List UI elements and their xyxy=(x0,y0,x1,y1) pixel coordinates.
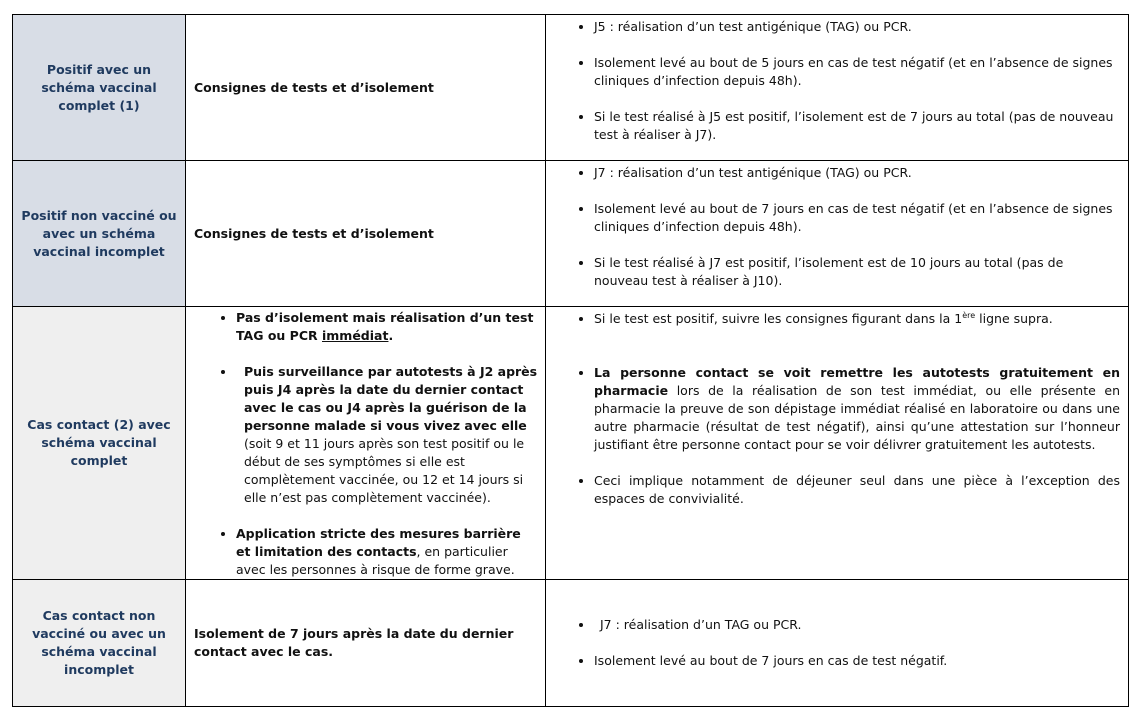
list-item: • Ceci implique notamment de déjeuner seul dans une pièce à l’exception des espaces de convivialité. xyxy=(594,472,1120,508)
details-list xyxy=(556,164,1120,290)
row-details xyxy=(546,15,1129,161)
table-row xyxy=(13,580,1129,707)
detail-text: Si le test est positif, suivre les consignes figurant dans la 1 xyxy=(594,311,963,326)
list-item xyxy=(236,363,539,507)
superscript: ère xyxy=(962,310,976,320)
list-item: • Isolement levé au bout de 7 jours en cas de test négatif. xyxy=(594,652,1120,670)
instruction-bold: Puis surveillance par autotests à J2 après puis J4 après la date du dernier contact avec le cas ou J4 après la guérison de la personne malade si vous vivez avec elle xyxy=(244,364,538,433)
detail-text: ligne supra. xyxy=(975,311,1053,326)
instruction-underline: immédiat xyxy=(322,328,389,343)
row-label: Cas contact (2) avec schéma vaccinal complet xyxy=(13,307,186,580)
list-item: • Isolement levé au bout de 7 jours en cas de test négatif (et en l’absence de signes cliniques d’infection depuis 48h). xyxy=(594,200,1120,236)
row-instructions xyxy=(186,307,546,580)
table-row xyxy=(13,307,1129,580)
row-details xyxy=(546,161,1129,307)
detail-bold: La personne contact se voit remettre les autotests gratuitement en pharmacie xyxy=(594,365,1120,398)
details-list xyxy=(556,18,1120,144)
instruction-end: . xyxy=(388,328,394,343)
table-row xyxy=(13,161,1129,307)
details-list xyxy=(556,616,1120,670)
table-row xyxy=(13,15,1129,161)
list-item: • Si le test réalisé à J5 est positif, l’isolement est de 7 jours au total (pas de nouveau test à réaliser à J7). xyxy=(594,108,1120,144)
instruction-bold: Application stricte des mesures barrière et limitation des contacts xyxy=(236,526,521,559)
list-item: • Isolement levé au bout de 5 jours en cas de test négatif (et en l’absence de signes cliniques d’infection depuis 48h). xyxy=(594,54,1120,90)
list-item xyxy=(594,310,1120,328)
row-details xyxy=(546,307,1129,580)
row-label: Positif avec un schéma vaccinal complet (1) xyxy=(13,15,186,161)
isolation-rules-table xyxy=(12,14,1129,707)
instruction-bold: Pas d’isolement mais réalisation d’un test TAG ou PCR xyxy=(236,310,534,343)
list-item: • J5 : réalisation d’un test antigénique (TAG) ou PCR. xyxy=(594,18,1120,36)
list-item xyxy=(236,525,539,579)
list-item: • Si le test réalisé à J7 est positif, l’isolement est de 10 jours au total (pas de nouveau test à réaliser à J10). xyxy=(594,254,1120,290)
list-item: • J7 : réalisation d’un test antigénique (TAG) ou PCR. xyxy=(594,164,1120,182)
instruction-text: (soit 9 et 11 jours après son test positif ou le début de ses symptômes si elle est complètement vaccinée, ou 12 et 14 jours si elle n’est pas complètement vaccinée). xyxy=(244,436,525,505)
detail-text: lors de la réalisation de son test immédiat, ou elle présente en pharmacie la preuve de son dépistage immédiat réalisé en laboratoire ou dans une autre pharmacie (résultat de test négatif), ainsi qu’une attestation sur l’honneur justifiant être personne contact pour se voir délivrer gratuitement les autotests. xyxy=(594,383,1120,452)
instruction-text: , en particulier avec les personnes à risque de forme grave. xyxy=(236,544,515,577)
list-item xyxy=(236,309,539,345)
row-instructions: Consignes de tests et d’isolement xyxy=(186,161,546,307)
details-list xyxy=(556,310,1120,508)
row-instructions: Isolement de 7 jours après la date du dernier contact avec le cas. xyxy=(186,580,546,707)
row-instructions: Consignes de tests et d’isolement xyxy=(186,15,546,161)
instructions-list xyxy=(196,309,539,579)
list-item xyxy=(594,364,1120,454)
row-label: Cas contact non vacciné ou avec un schéma vaccinal incomplet xyxy=(13,580,186,707)
list-item: • J7 : réalisation d’un TAG ou PCR. xyxy=(594,616,1120,634)
row-label: Positif non vacciné ou avec un schéma vaccinal incomplet xyxy=(13,161,186,307)
row-details xyxy=(546,580,1129,707)
